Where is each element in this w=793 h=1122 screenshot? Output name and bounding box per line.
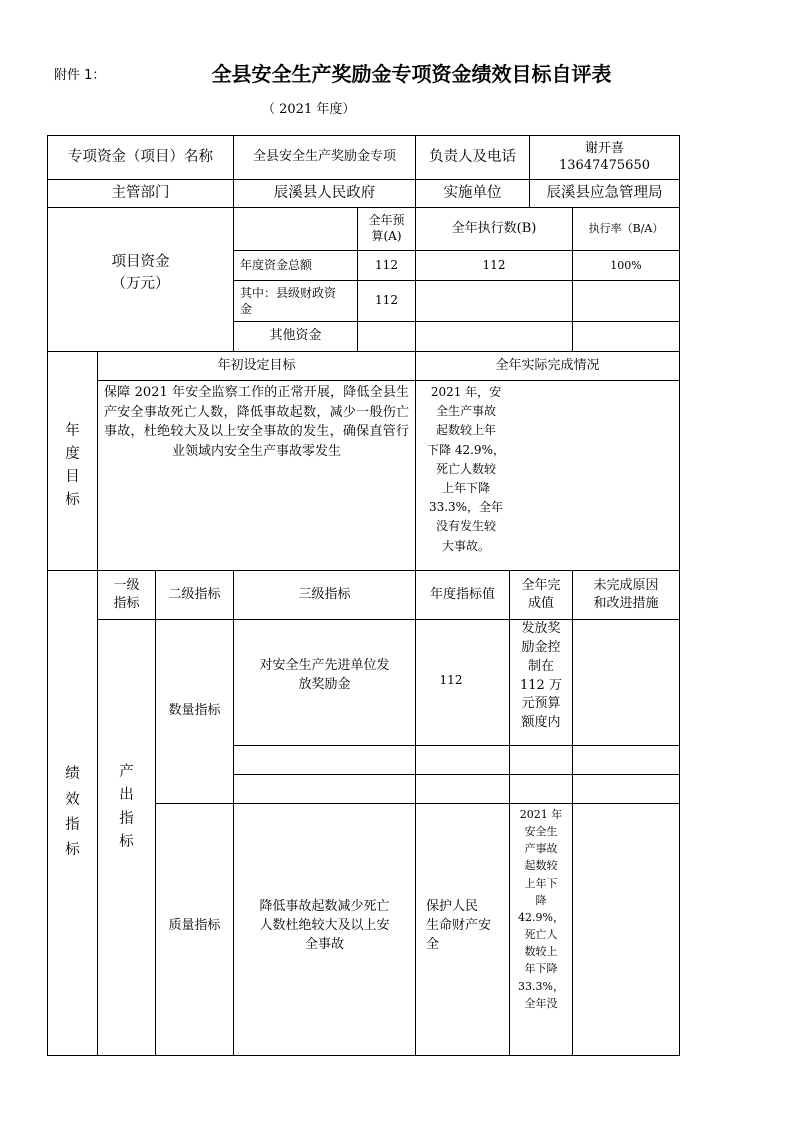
level1-header: 一级 指标 — [113, 577, 140, 611]
quantity-label: 数量指标 — [168, 703, 221, 719]
fund-row-exec: 112 — [482, 257, 506, 272]
fund-row-exec — [416, 322, 572, 351]
funds-label: 项目资金 （万元） — [111, 254, 170, 292]
reason-header: 未完成原因 和改进措施 — [593, 577, 659, 611]
fund-row-exec — [416, 281, 572, 321]
performance-label: 绩 效 指 标 — [65, 766, 80, 859]
annual-goal-label: 年 度 目 标 — [65, 422, 80, 509]
exec-header: 全年执行数(B) — [451, 220, 537, 236]
fund-row-budget: 112 — [375, 257, 398, 272]
target-header: 年度指标值 — [429, 586, 495, 602]
impl-value: 辰溪县应急管理局 — [546, 184, 663, 201]
output-indicator-label: 产 出 指 标 — [119, 764, 134, 850]
level2-header: 二级指标 — [168, 586, 221, 602]
fund-row-rate — [573, 322, 679, 351]
page-title: 全县安全生产奖励金专项资金绩效目标自评表 — [211, 62, 612, 86]
year-label: （ 2021 年度） — [262, 102, 356, 117]
quality-target: 保护人民 生命财产安 全 — [426, 899, 492, 952]
dept-value: 辰溪县人民政府 — [273, 184, 376, 201]
dept-label: 主管部门 — [111, 184, 170, 201]
quantity-target: 112 — [439, 672, 463, 687]
quantity-indicator: 对安全生产先进单位发 放奖励金 — [259, 657, 390, 692]
fund-row-rate: 100% — [610, 258, 642, 272]
quality-indicator: 降低事故起数减少死亡 人数杜绝较大及以上安 全事故 — [259, 899, 390, 952]
quality-label: 质量指标 — [168, 918, 221, 934]
set-goal-header: 年初设定目标 — [217, 357, 296, 373]
set-goal-text: 保障 2021 年安全监察工作的正常开展，降低全县生产安全事故死亡人数，降低事故起数，减少一般伤亡事故，杜绝较大及以上安全事故的发生，确保直管行业领域内安全生产事故零发生 — [104, 385, 409, 459]
rate-header: 执行率（B/A） — [588, 222, 664, 236]
fund-row-budget: 112 — [375, 293, 398, 308]
fund-row-rate — [573, 281, 679, 321]
quantity-done: 发放奖 励金控 制在 112 万 元预算 额度内 — [520, 621, 562, 731]
quality-done: 2021 年 安全生 产事故 起数较 上年下 降 42.9%， 死亡人 数较上 年下降 33.3%， 全年没 — [518, 808, 564, 1010]
done-header: 全年完 成值 — [521, 577, 561, 611]
impl-label: 实施单位 — [443, 184, 502, 201]
fund-row-name: 年度资金总额 — [240, 257, 313, 272]
fund-row-budget — [358, 322, 415, 351]
actual-text: 2021 年，安 全生产事故 起数较上年 下降 42.9%， 死亡人数较 上年下降 33.3%，全年 没有发生较 大事故。 — [427, 385, 505, 553]
budget-header: 全年预 算(A) — [368, 213, 405, 243]
fund-name-label: 专项资金（项目）名称 — [68, 148, 213, 165]
contact-value: 谢开喜 13647475650 — [559, 141, 650, 173]
actual-header: 全年实际完成情况 — [495, 357, 600, 373]
fund-row-name: 其他资金 — [269, 328, 322, 344]
fund-row-name: 其中：县级财政资 金 — [240, 285, 337, 316]
attachment-label: 附件 1： — [54, 68, 106, 83]
level3-header: 三级指标 — [298, 586, 351, 602]
fund-name-value: 全县安全生产奖励金专项 — [252, 149, 396, 165]
contact-label: 负责人及电话 — [429, 148, 516, 165]
